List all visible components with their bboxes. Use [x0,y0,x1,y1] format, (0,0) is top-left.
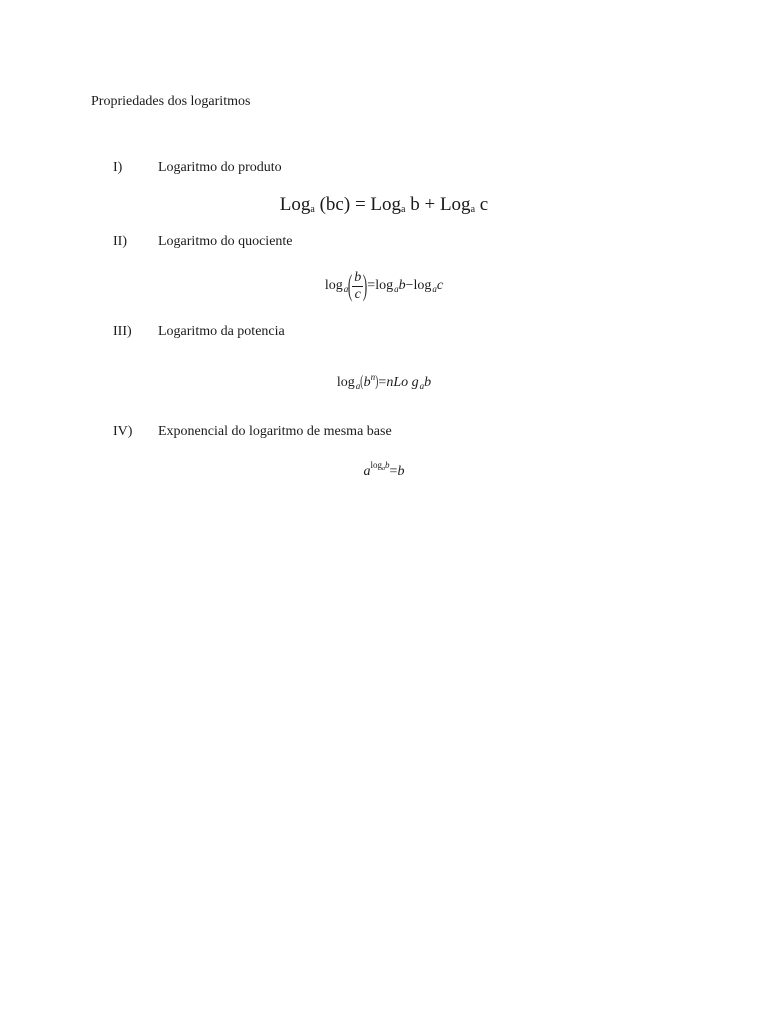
formula-power-lhs-base: a [355,381,361,391]
formula-product-rhs2-log: Log [439,194,471,215]
formula-quotient-lhs-base: a [343,284,349,294]
formula-quotient-rhs2-arg: c [436,278,444,293]
formula-power-rhs-arg: b [424,375,432,390]
property-label-3: Logaritmo da potencia [158,324,285,339]
formula-exponential-exp-log: log [370,460,383,470]
formula-quotient [0,265,768,307]
formula-power-rhs-log: Lo g [393,375,419,390]
property-label-2: Logaritmo do quociente [158,234,293,249]
formula-quotient-rhs2-base: a [432,284,437,294]
formula-power [0,373,768,391]
left-paren-glyph: ( [360,373,364,390]
formula-product-lhs-log: Log [279,194,311,215]
formula-power-exp: n [370,372,376,382]
formula-power-arg: b [363,375,371,390]
left-paren-glyph: ( [348,269,353,302]
property-label-4: Exponencial do logaritmo de mesma base [158,424,392,439]
formula-power-rhs-base: a [419,381,425,391]
formula-exponential-exp-arg: b [385,460,390,470]
formula-quotient-fraction [352,270,363,303]
page-title: Propriedades dos logaritmos [91,94,251,109]
formula-product-rhs1-log: Log [370,194,402,215]
formula-quotient-rhs1-base: a [394,284,399,294]
property-label-1: Logaritmo do produto [158,160,282,175]
property-number-4: IV) [113,424,133,439]
right-paren-glyph: ) [375,373,379,390]
property-number-3: III) [113,324,132,339]
property-number-2: II) [113,234,127,249]
formula-product [0,194,768,216]
property-number-1: I) [113,160,123,175]
formula-quotient-rhs2-log: log [413,278,432,293]
formula-quotient-lhs-log: log [324,278,343,293]
formula-power-lhs-log: log [336,375,355,390]
right-paren-glyph: ) [363,269,368,302]
formula-exponential-exp-base: a [382,466,386,472]
formula-quotient-denominator: c [354,286,361,302]
formula-product-lhs-base: a [310,204,315,215]
formula-quotient-rhs1-arg: b [398,278,406,293]
formula-exponential-exponent [371,460,390,470]
formula-exponential [0,460,768,480]
formula-product-lhs-arg: (bc) = [314,194,371,215]
formula-product-rhs2-arg: c [475,194,489,215]
formula-quotient-eq: = [367,278,376,293]
formula-product-rhs1-base: a [401,204,406,215]
formula-exponential-eq: = [389,464,398,479]
formula-product-rhs2-base: a [470,204,476,215]
formula-quotient-rhs1-log: log [375,278,394,293]
formula-exponential-base: a [363,464,371,479]
formula-power-eq: = [378,375,387,390]
formula-quotient-minus: − [405,278,414,293]
formula-product-rhs1-arg: b + [405,194,440,215]
formula-exponential-rhs: b [397,464,405,479]
formula-quotient-numerator: b [354,269,362,285]
formula-power-coef: n [386,375,394,390]
